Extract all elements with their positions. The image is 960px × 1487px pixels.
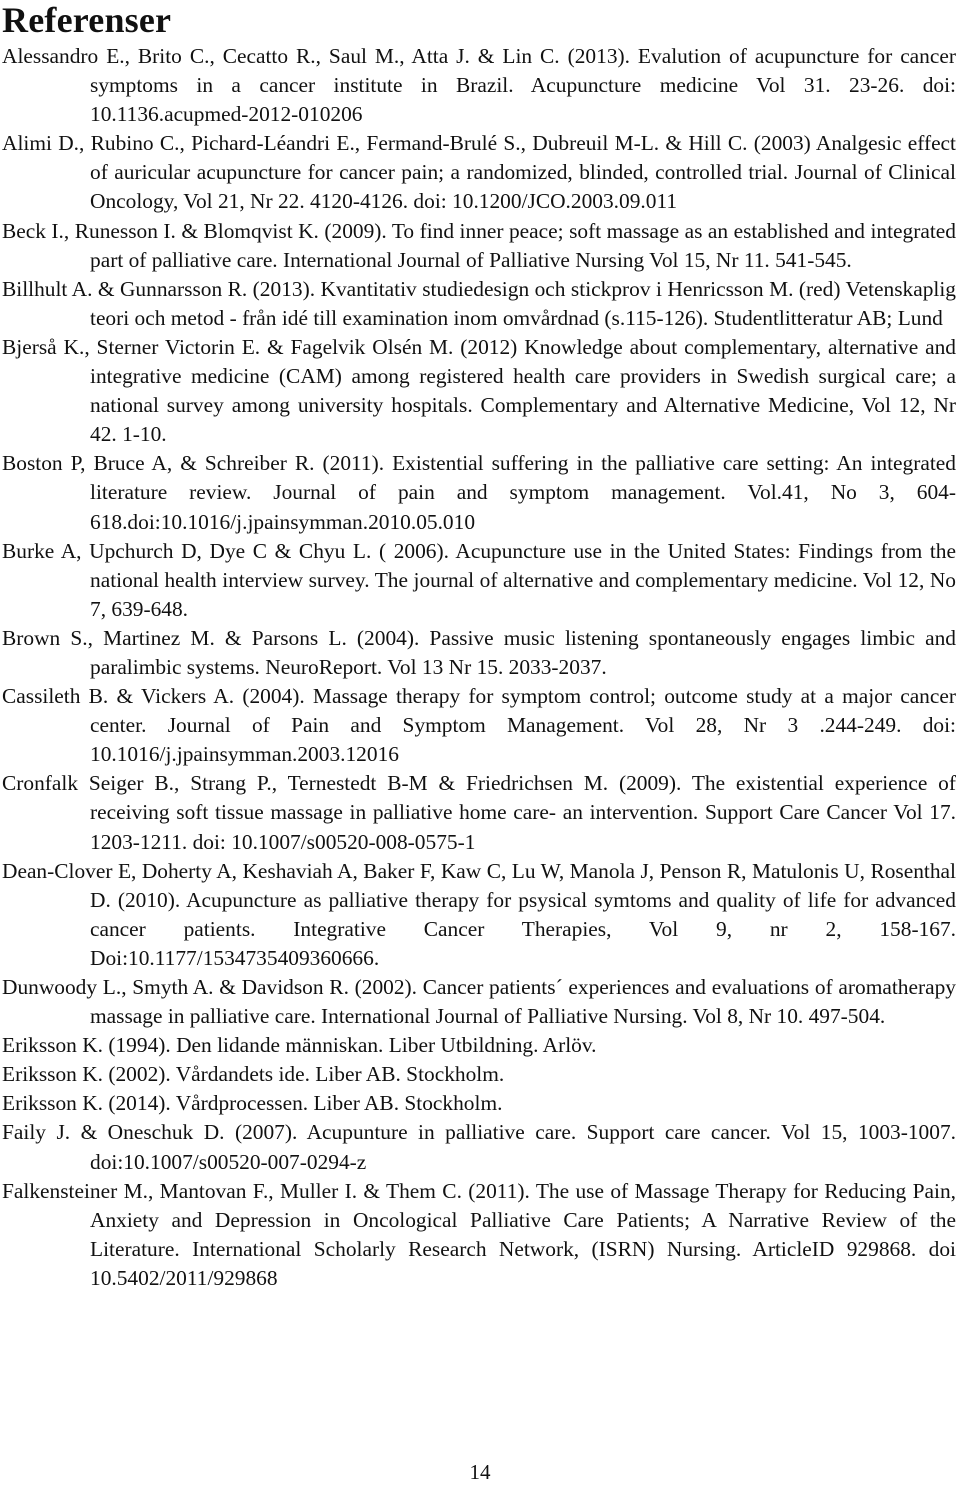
reference-entry: Dunwoody L., Smyth A. & Davidson R. (2002). Cancer patients´ experiences and evaluations of aromatherapy massage in palliative care. International Journal of Palliative Nursing. Vol 8, Nr 10. 497-504. bbox=[2, 975, 956, 1029]
reference-entry: Bjerså K., Sterner Victorin E. & Fagelvik Olsén M. (2012) Knowledge about complementary, alternative and integrative medicine (CAM) among registered health care providers in Swedish surgical care; a national survey among university hospitals. Complementary and Alternative Medicine, Vol 12, Nr 42. 1-10. bbox=[2, 334, 956, 447]
reference-entry: Boston P, Bruce A, & Schreiber R. (2011). Existential suffering in the palliative care setting: An integrated literature review. Journal of pain and symptom management. Vol.41, No 3, 604-618.doi:10.1016/j.jpainsymman.2010.05.010 bbox=[2, 451, 956, 534]
reference-entry: Cronfalk Seiger B., Strang P., Ternestedt B-M & Friedrichsen M. (2009). The existential experience of receiving soft tissue massage in palliative home care- an intervention. Support Care Cancer Vol 17. 1203-1211. doi: 10.1007/s00520-008-0575-1 bbox=[2, 771, 956, 854]
reference-entry: Eriksson K. (2002). Vårdandets ide. Liber AB. Stockholm. bbox=[2, 1062, 505, 1087]
reference-entry: Eriksson K. (1994). Den lidande människan. Liber Utbildning. Arlöv. bbox=[2, 1033, 597, 1058]
reference-entry: Faily J. & Oneschuk D. (2007). Acupunture in palliative care. Support care cancer. Vol 15, 1003-1007. doi:10.1007/s00520-007-0294-z bbox=[2, 1120, 956, 1174]
reference-entry: Billhult A. & Gunnarsson R. (2013). Kvantitativ studiedesign och stickprov i Henricsson M. (red) Vetenskaplig teori och metod - från idé till examination inom omvårdnad (s.115-126). Studentlitteratur AB; Lund bbox=[2, 276, 956, 330]
reference-entry: Falkensteiner M., Mantovan F., Muller I. & Them C. (2011). The use of Massage Therapy for Reducing Pain, Anxiety and Depression in Oncological Palliative Care Patients; A Narrative Review of the Literature. International Scholarly Research Network, (ISRN) Nursing. ArticleID 929868. doi 10.5402/2011/929868 bbox=[2, 1178, 956, 1290]
reference-entry: Eriksson K. (2014). Vårdprocessen. Liber AB. Stockholm. bbox=[2, 1091, 503, 1116]
reference-entry: Beck I., Runesson I. & Blomqvist K. (2009). To find inner peace; soft massage as an established and integrated part of palliative care. International Journal of Palliative Nursing Vol 15, Nr 11. 541-545. bbox=[2, 218, 956, 272]
reference-entry: Cassileth B. & Vickers A. (2004). Massage therapy for symptom control; outcome study at a major cancer center. Journal of Pain and Symptom Management. Vol 28, Nr 3 .244-249. doi: 10.1016/j.jpainsymman.2003.12016 bbox=[2, 684, 956, 767]
reference-entry: Burke A, Upchurch D, Dye C & Chyu L. ( 2006). Acupuncture use in the United States: Findings from the national health interview survey. The journal of alternative and complementary medicine. Vol 12, No 7, 639-648. bbox=[2, 538, 956, 621]
reference-entry: Alessandro E., Brito C., Cecatto R., Saul M., Atta J. & Lin C. (2013). Evalution of acupuncture for cancer symptoms in a cancer institute in Brazil. Acupuncture medicine Vol 31. 23-26. doi: 10.1136.acupmed-2012-010206 bbox=[2, 44, 956, 127]
reference-entry: Alimi D., Rubino C., Pichard-Léandri E., Fermand-Brulé S., Dubreuil M-L. & Hill C. (2003) Analgesic effect of auricular acupuncture for cancer pain; a randomized, blinded, controlled trial. Journal of Clinical Oncology, Vol 21, Nr 22. 4120-4126. doi: 10.1200/JCO.2003.09.011 bbox=[2, 131, 956, 214]
page-number: 14 bbox=[469, 1460, 491, 1484]
page-title: Referenser bbox=[2, 0, 172, 40]
reference-entry: Dean-Clover E, Doherty A, Keshaviah A, Baker F, Kaw C, Lu W, Manola J, Penson R, Matulonis U, Rosenthal D. (2010). Acupuncture as palliative therapy for psysical symtoms and quality of life for advanced cancer patients. Integrative Cancer Therapies, Vol 9, nr 2, 158-167. Doi:10.1177/1534735409360666. bbox=[2, 858, 956, 970]
reference-entry: Brown S., Martinez M. & Parsons L. (2004). Passive music listening spontaneously engages limbic and paralimbic systems. NeuroReport. Vol 13 Nr 15. 2033-2037. bbox=[2, 625, 956, 679]
reference-list bbox=[2, 42, 956, 1293]
